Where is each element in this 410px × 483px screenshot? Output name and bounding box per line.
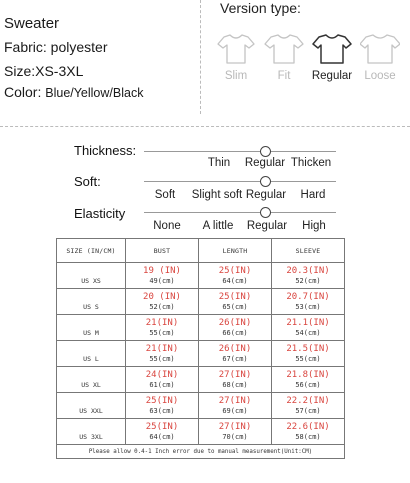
header-length: LENGTH <box>199 239 272 263</box>
size-cell: US XS <box>57 263 126 289</box>
sleeve-cell <box>272 419 345 445</box>
sleeve-inch: 22.2(IN) <box>286 395 330 406</box>
version-regular <box>308 32 356 82</box>
thickness-label: Thickness: <box>74 143 137 158</box>
length-inch: 25(IN) <box>218 291 252 302</box>
bust-cell <box>126 367 199 393</box>
length-cell <box>199 341 272 367</box>
header-bust: BUST <box>126 239 199 263</box>
length-cm: 69(cm) <box>222 406 248 415</box>
length-cm: 64(cm) <box>222 276 248 285</box>
elasticity-knob <box>260 207 271 218</box>
sleeve-cell <box>272 367 345 393</box>
table-row <box>57 393 345 419</box>
thickness-option: Thicken <box>290 157 332 169</box>
product-size-range: Size:XS-3XL <box>4 63 84 79</box>
thickness-knob <box>260 146 271 157</box>
sleeve-inch: 20.3(IN) <box>286 265 330 276</box>
sleeve-cell <box>272 263 345 289</box>
bust-inch: 25(IN) <box>145 395 179 406</box>
bust-inch: 25(IN) <box>145 421 179 432</box>
color-label: Color: <box>4 84 42 100</box>
length-cm: 67(cm) <box>222 354 248 363</box>
length-cell <box>199 289 272 315</box>
elasticity-scale-line <box>144 212 336 213</box>
table-row <box>57 419 345 445</box>
bust-cell <box>126 315 199 341</box>
thickness-option: Thin <box>207 157 231 169</box>
elasticity-option: High <box>302 220 326 232</box>
sleeve-cm: 57(cm) <box>295 406 321 415</box>
table-row <box>57 367 345 393</box>
length-cm: 70(cm) <box>222 432 248 441</box>
product-name: Sweater <box>4 15 60 32</box>
length-inch: 26(IN) <box>218 343 252 354</box>
soft-option: Hard <box>300 189 326 201</box>
version-loose <box>356 32 404 82</box>
bust-inch: 24(IN) <box>145 369 179 380</box>
sleeve-cm: 56(cm) <box>295 380 321 389</box>
bust-cm: 63(cm) <box>149 406 175 415</box>
length-cell <box>199 419 272 445</box>
soft-label: Soft: <box>74 174 101 189</box>
bust-cm: 55(cm) <box>149 354 175 363</box>
length-cm: 66(cm) <box>222 328 248 337</box>
sleeve-cm: 54(cm) <box>295 328 321 337</box>
elasticity-option: None <box>153 220 181 232</box>
sleeve-cell <box>272 393 345 419</box>
header-size: SIZE (IN/CM) <box>57 239 126 263</box>
sleeve-inch: 22.6(IN) <box>286 421 330 432</box>
section-divider-horizontal <box>0 126 410 127</box>
soft-option: Soft <box>154 189 176 201</box>
tshirt-fit-icon <box>264 32 304 66</box>
sleeve-cell <box>272 289 345 315</box>
sleeve-inch: 21.5(IN) <box>286 343 330 354</box>
sleeve-inch: 21.8(IN) <box>286 369 330 380</box>
version-label: Slim <box>224 70 248 82</box>
table-row <box>57 263 345 289</box>
sleeve-cell <box>272 315 345 341</box>
table-header-row <box>57 239 345 263</box>
bust-inch: 20 (IN) <box>143 291 181 302</box>
bust-inch: 21(IN) <box>145 343 179 354</box>
table-row <box>57 341 345 367</box>
version-label: Fit <box>277 70 291 82</box>
bust-cm: 64(cm) <box>149 432 175 441</box>
measurement-note: Please allow 0.4-1 Inch error due to manual measurement(Unit:CM) <box>57 445 345 459</box>
bust-cell <box>126 419 199 445</box>
soft-scale-line <box>144 181 336 182</box>
bust-cm: 61(cm) <box>149 380 175 389</box>
bust-cell <box>126 263 199 289</box>
version-slim <box>212 32 260 82</box>
product-fabric: Fabric: polyester <box>4 39 108 55</box>
soft-option: Regular <box>245 189 287 201</box>
length-inch: 26(IN) <box>218 317 252 328</box>
length-cm: 65(cm) <box>222 302 248 311</box>
color-values: Blue/Yellow/Black <box>45 86 144 100</box>
sleeve-cm: 53(cm) <box>295 302 321 311</box>
length-cm: 68(cm) <box>222 380 248 389</box>
tshirt-slim-icon <box>216 32 256 66</box>
size-cell: US XXL <box>57 393 126 419</box>
length-inch: 27(IN) <box>218 369 252 380</box>
table-row <box>57 315 345 341</box>
version-fit <box>260 32 308 82</box>
tshirt-loose-icon <box>360 32 400 66</box>
size-cell: US M <box>57 315 126 341</box>
sleeve-cm: 58(cm) <box>295 432 321 441</box>
sleeve-inch: 21.1(IN) <box>286 317 330 328</box>
sleeve-cell <box>272 341 345 367</box>
section-divider-vertical <box>200 0 201 114</box>
bust-cm: 55(cm) <box>149 328 175 337</box>
size-chart-table <box>56 238 345 459</box>
size-cell: US S <box>57 289 126 315</box>
bust-cm: 49(cm) <box>149 276 175 285</box>
soft-knob <box>260 176 271 187</box>
product-colors <box>4 84 143 100</box>
bust-cell <box>126 289 199 315</box>
length-cell <box>199 263 272 289</box>
elasticity-option: Regular <box>246 220 288 232</box>
length-inch: 25(IN) <box>218 265 252 276</box>
length-inch: 27(IN) <box>218 395 252 406</box>
bust-inch: 19 (IN) <box>143 265 181 276</box>
bust-inch: 21(IN) <box>145 317 179 328</box>
table-note-row <box>57 445 345 459</box>
thickness-option: Regular <box>244 157 286 169</box>
bust-cell <box>126 393 199 419</box>
elasticity-option: A little <box>202 220 234 232</box>
elasticity-label: Elasticity <box>74 206 126 221</box>
version-type-options <box>212 32 408 92</box>
sleeve-inch: 20.7(IN) <box>286 291 330 302</box>
tshirt-regular-icon <box>312 32 352 66</box>
length-cell <box>199 393 272 419</box>
bust-cell <box>126 341 199 367</box>
sleeve-cm: 55(cm) <box>295 354 321 363</box>
header-sleeve: SLEEVE <box>272 239 345 263</box>
length-inch: 27(IN) <box>218 421 252 432</box>
size-cell: US 3XL <box>57 419 126 445</box>
table-row <box>57 289 345 315</box>
version-type-title: Version type: <box>220 0 301 16</box>
version-label: Regular <box>311 70 353 82</box>
sleeve-cm: 52(cm) <box>295 276 321 285</box>
bust-cm: 52(cm) <box>149 302 175 311</box>
thickness-scale-line <box>144 151 336 152</box>
soft-option: Slight soft <box>191 189 243 201</box>
size-cell: US XL <box>57 367 126 393</box>
length-cell <box>199 315 272 341</box>
length-cell <box>199 367 272 393</box>
version-label: Loose <box>364 70 396 82</box>
size-cell: US L <box>57 341 126 367</box>
